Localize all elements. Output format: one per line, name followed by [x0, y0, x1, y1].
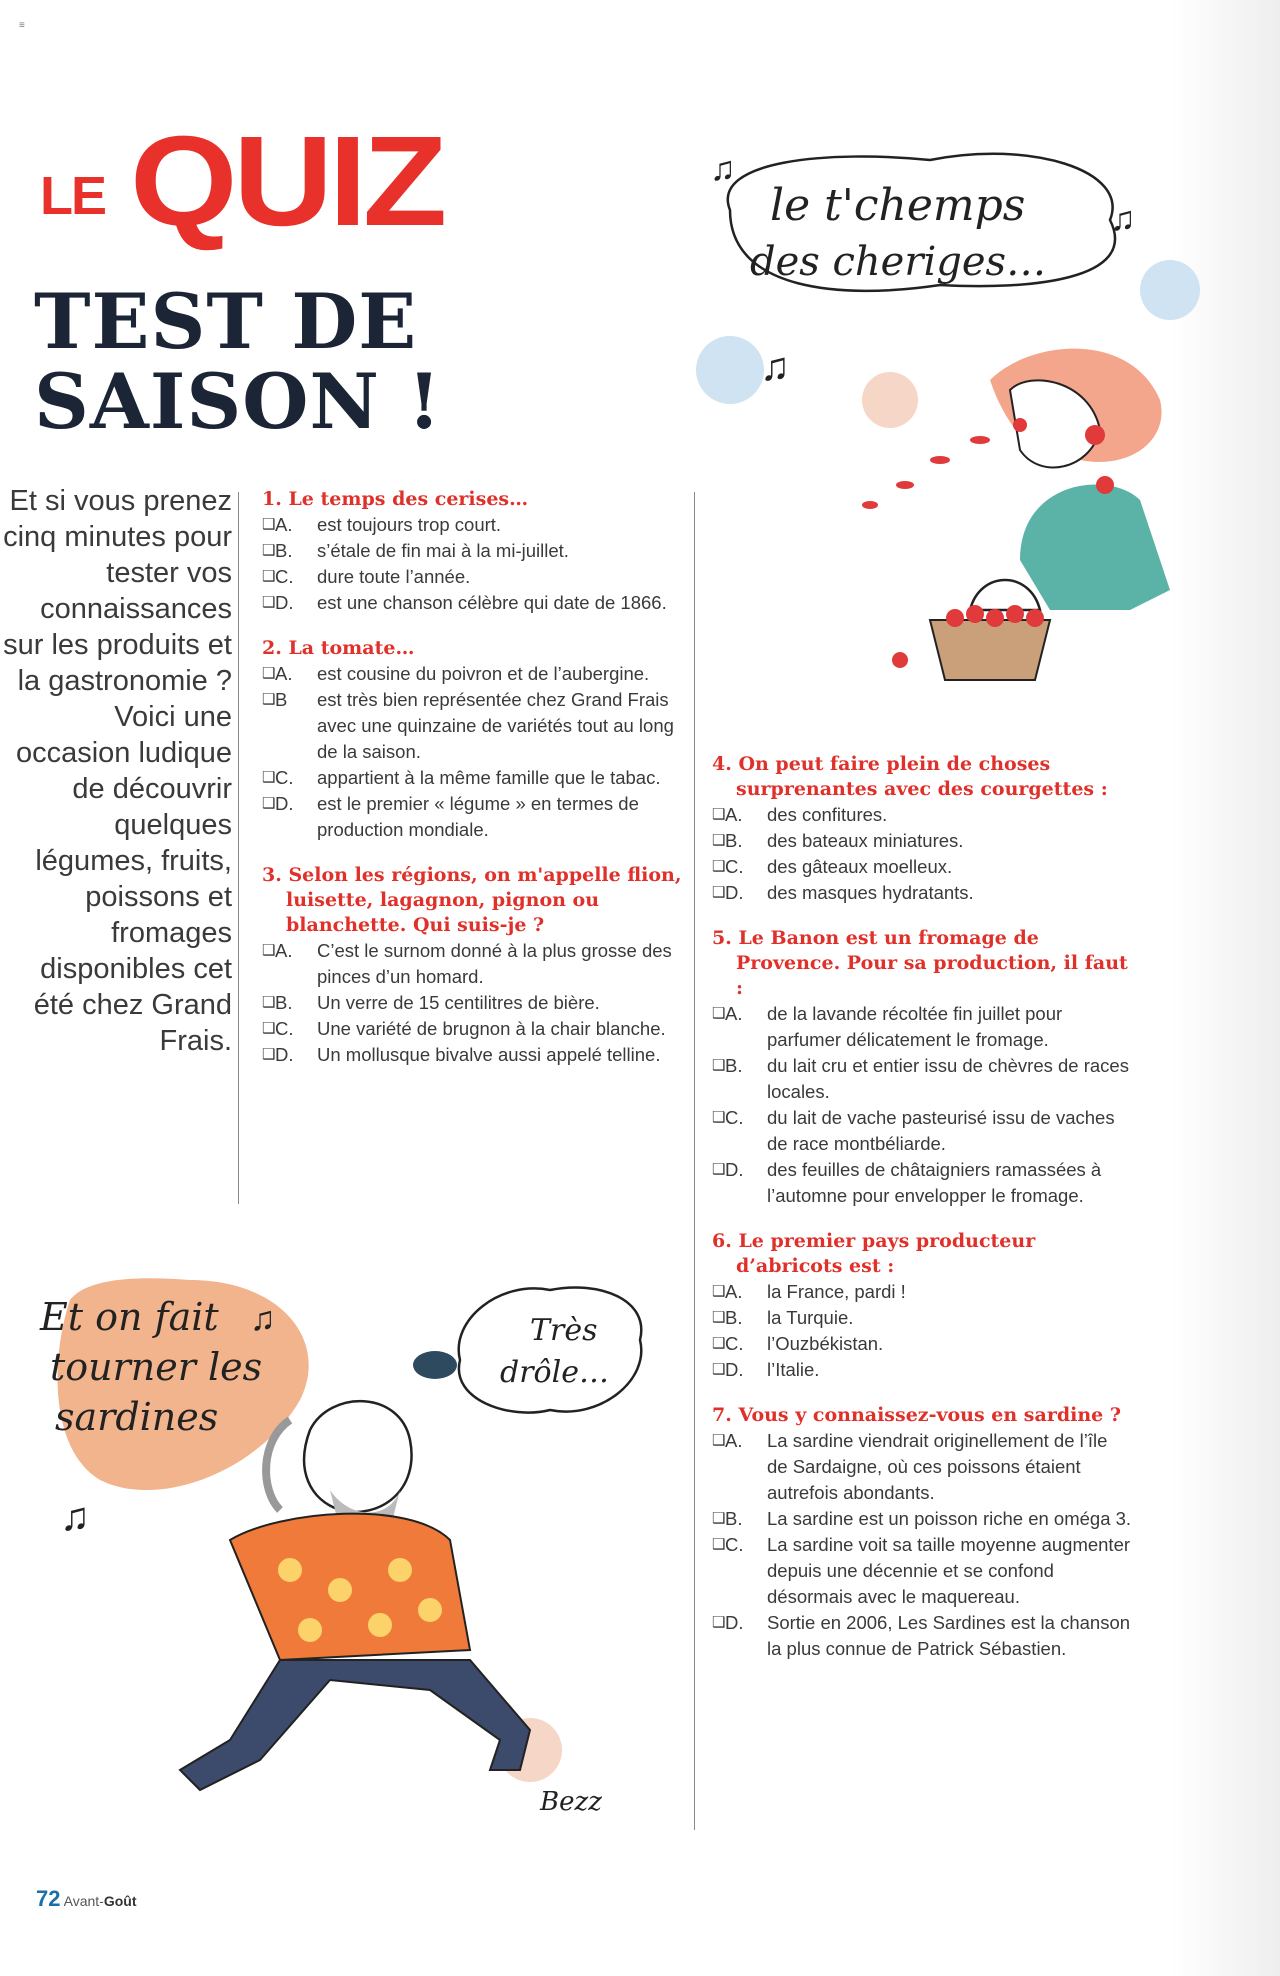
option-d[interactable]: ❑ D. Sortie en 2006, Les Sardines est la chanson la plus connue de Patrick Sébastien. [712, 1610, 1132, 1662]
cherry-basket [930, 620, 1050, 680]
checkbox-icon[interactable]: ❑ [262, 795, 276, 812]
cherry-pit [896, 481, 914, 489]
checkbox-icon[interactable]: ❑ [712, 1536, 726, 1553]
question-title: 4. On peut faire plein de choses surprenantes avec des courgettes : [712, 753, 1108, 800]
sardine-icon [413, 1351, 457, 1379]
option-a[interactable]: ❑ A. de la lavande récoltée fin juillet pour parfumer délicatement le fromage. [712, 1001, 1132, 1053]
question-title: 2. La tomate… [262, 637, 415, 659]
checkbox-icon[interactable]: ❑ [262, 568, 276, 585]
cherry-pit [970, 436, 990, 444]
option-d[interactable]: ❑ D. Un mollusque bivalve aussi appelé telline. [262, 1042, 682, 1068]
man-trousers [180, 1660, 530, 1790]
checkbox-icon[interactable]: ❑ [712, 832, 726, 849]
illustration-cherries-woman [690, 140, 1210, 740]
page-number: 72 [36, 1886, 61, 1911]
option-d[interactable]: ❑ D. est le premier « légume » en termes de production mondiale. [262, 791, 682, 843]
bubble-text-line-2: des cheriges… [750, 239, 1047, 285]
checkbox-icon[interactable]: ❑ [262, 516, 276, 533]
bubble-right-line-1: Très [530, 1313, 598, 1348]
checkbox-icon[interactable]: ❑ [262, 1020, 276, 1037]
option-b[interactable]: ❑ B est très bien représentée chez Grand Frais avec une quinzaine de variétés tout au long de la saison. [262, 687, 682, 765]
checkbox-icon[interactable]: ❑ [262, 542, 276, 559]
woman-dress [1020, 484, 1170, 610]
cherry [986, 609, 1004, 627]
checkbox-icon[interactable]: ❑ [712, 1161, 726, 1178]
option-c[interactable]: ❑ C. du lait de vache pasteurisé issu de vaches de race montbéliarde. [712, 1105, 1132, 1157]
option-b[interactable]: ❑ B. Un verre de 15 centilitres de bière. [262, 990, 682, 1016]
question-title: 7. Vous y connaissez-vous en sardine ? [712, 1404, 1121, 1426]
checkbox-icon[interactable]: ❑ [712, 1057, 726, 1074]
cherry-earring [1096, 476, 1114, 494]
option-c[interactable]: ❑ C. appartient à la même famille que le tabac. [262, 765, 682, 791]
option-a[interactable]: ❑ A. la France, pardi ! [712, 1279, 1132, 1305]
headline-line-1: TEST DE [34, 277, 418, 366]
option-a[interactable]: ❑ A. des confitures. [712, 802, 1132, 828]
question-6 [712, 1229, 1132, 1383]
question-title: 6. Le premier pays producteur d’abricots est : [712, 1230, 1036, 1277]
option-d[interactable]: ❑ D. des masques hydratants. [712, 880, 1132, 906]
bubble-right-line-2: drôle… [500, 1355, 609, 1390]
magazine-name-suffix: Goût [103, 1893, 137, 1909]
option-c[interactable]: ❑ C. des gâteaux moelleux. [712, 854, 1132, 880]
page-headline [34, 277, 442, 446]
checkbox-icon[interactable]: ❑ [712, 884, 726, 901]
bubble-text-line-1: le t'chemps [770, 180, 1026, 231]
option-d[interactable]: ❑ D. des feuilles de châtaigniers ramassées à l’automne pour envelopper le fromage. [712, 1157, 1132, 1209]
flower-pattern [298, 1618, 322, 1642]
checkbox-icon[interactable]: ❑ [712, 1335, 726, 1352]
option-a[interactable]: ❑ A. La sardine viendrait originellement de l’île de Sardaigne, où ces poissons étaient autrefois abondants. [712, 1428, 1132, 1506]
checkbox-icon[interactable]: ❑ [712, 1510, 726, 1527]
option-d[interactable]: ❑ D. est une chanson célèbre qui date de 1866. [262, 590, 682, 616]
flower-pattern [368, 1613, 392, 1637]
option-b[interactable]: ❑ B. la Turquie. [712, 1305, 1132, 1331]
bubble-left-line-1: Et on fait [40, 1295, 219, 1339]
column-divider-left [238, 492, 239, 1204]
checkbox-icon[interactable]: ❑ [712, 1432, 726, 1449]
flower-pattern [388, 1558, 412, 1582]
question-2 [262, 636, 682, 843]
checkbox-icon[interactable]: ❑ [712, 1283, 726, 1300]
title-quiz: QUIZ [130, 110, 443, 253]
flower-pattern [418, 1598, 442, 1622]
basket-handle [970, 580, 1040, 610]
questions-column-right [712, 752, 1132, 1682]
option-b[interactable]: ❑ B. s’étale de fin mai à la mi-juillet. [262, 538, 682, 564]
flower-pattern [278, 1558, 302, 1582]
cherry [1006, 605, 1024, 623]
music-note-icon: ♫ [60, 1495, 90, 1539]
question-title: 1. Le temps des cerises… [262, 488, 529, 510]
question-7 [712, 1403, 1132, 1662]
option-b[interactable]: ❑ B. du lait cru et entier issu de chèvres de races locales. [712, 1053, 1132, 1105]
blob-blue [696, 336, 764, 404]
option-a[interactable]: ❑ A. est toujours trop court. [262, 512, 682, 538]
music-note-icon: ♫ [710, 150, 736, 188]
intro-text: Et si vous prenez cinq minutes pour tester vos connaissances sur les produits et la gastronomie ? Voici une occasion ludique de découvrir quelques légumes, fruits, poissons et fromages disponibles cet été chez Grand Frais. [3, 485, 232, 1057]
questions-column-middle [262, 487, 682, 1088]
option-b[interactable]: ❑ B. La sardine est un poisson riche en oméga 3. [712, 1506, 1132, 1532]
checkbox-icon[interactable]: ❑ [712, 1005, 726, 1022]
cherry [946, 609, 964, 627]
bubble-left-line-2: tourner les [50, 1345, 263, 1389]
artist-signature: Bezz [540, 1787, 602, 1817]
music-note-icon: ♫ [250, 1300, 276, 1338]
checkbox-icon[interactable]: ❑ [262, 691, 276, 708]
menu-icon[interactable]: ≡ [19, 20, 25, 31]
option-c[interactable]: ❑ C. l’Ouzbékistan. [712, 1331, 1132, 1357]
option-c[interactable]: ❑ C. Une variété de brugnon à la chair blanche. [262, 1016, 682, 1042]
checkbox-icon[interactable]: ❑ [712, 1309, 726, 1326]
question-title: 3. Selon les régions, on m'appelle flion, luisette, lagagnon, pignon ou blanchette. Qui suis-je ? [262, 864, 682, 936]
page-footer [36, 1886, 136, 1912]
question-1 [262, 487, 682, 616]
cherry-pit [862, 501, 878, 509]
checkbox-icon[interactable]: ❑ [712, 1109, 726, 1126]
blob-blue [1140, 260, 1200, 320]
checkbox-icon[interactable]: ❑ [712, 858, 726, 875]
bubble-left-line-3: sardines [55, 1395, 219, 1439]
option-a[interactable]: ❑ A. C’est le surnom donné à la plus grosse des pinces d’un homard. [262, 938, 682, 990]
checkbox-icon[interactable]: ❑ [712, 1614, 726, 1631]
option-d[interactable]: ❑ D. l’Italie. [712, 1357, 1132, 1383]
question-4 [712, 752, 1132, 906]
title-le: LE [40, 166, 106, 226]
cherry-pit [930, 456, 950, 464]
option-c[interactable]: ❑ C. dure toute l’année. [262, 564, 682, 590]
question-5 [712, 926, 1132, 1209]
music-note-icon: ♫ [760, 345, 790, 389]
option-a[interactable]: ❑ A. est cousine du poivron et de l’aubergine. [262, 661, 682, 687]
headline-line-2: SAISON ! [34, 357, 442, 446]
checkbox-icon[interactable]: ❑ [712, 1361, 726, 1378]
question-3 [262, 863, 682, 1068]
question-title: 5. Le Banon est un fromage de Provence. Pour sa production, il faut : [712, 927, 1128, 999]
checkbox-icon[interactable]: ❑ [262, 942, 276, 959]
cherry [892, 652, 908, 668]
cherry [1026, 609, 1044, 627]
checkbox-icon[interactable]: ❑ [262, 994, 276, 1011]
option-b[interactable]: ❑ B. des bateaux miniatures. [712, 828, 1132, 854]
cherry-earring [1085, 425, 1105, 445]
checkbox-icon[interactable]: ❑ [262, 594, 276, 611]
checkbox-icon[interactable]: ❑ [712, 806, 726, 823]
cherry-mouth [1013, 418, 1027, 432]
checkbox-icon[interactable]: ❑ [262, 665, 276, 682]
checkbox-icon[interactable]: ❑ [262, 1046, 276, 1063]
checkbox-icon[interactable]: ❑ [262, 769, 276, 786]
blob-peach [862, 372, 918, 428]
flower-pattern [328, 1578, 352, 1602]
cherry [966, 605, 984, 623]
music-note-icon: ♫ [1110, 200, 1136, 238]
illustration-dancing-man [30, 1270, 670, 1830]
man-head [304, 1401, 411, 1512]
option-c[interactable]: ❑ C. La sardine voit sa taille moyenne augmenter depuis une décennie et se confond désormais avec le maquereau. [712, 1532, 1132, 1610]
speech-bubble-right [459, 1287, 642, 1412]
magazine-name-prefix: Avant- [63, 1893, 104, 1909]
